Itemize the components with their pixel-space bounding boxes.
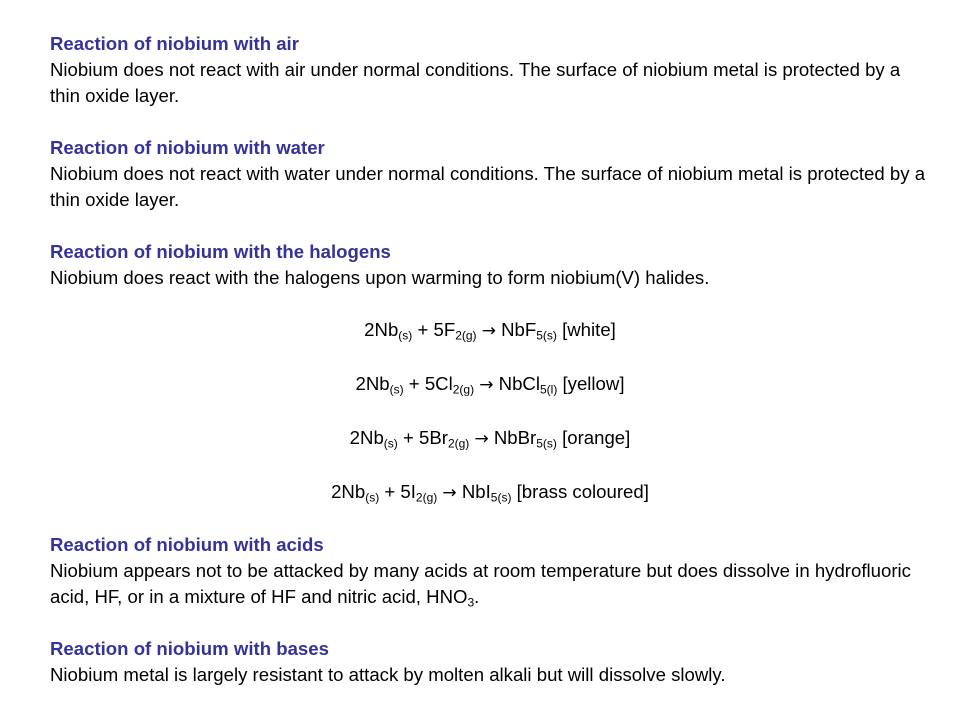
- equation-subscript: 2(g): [415, 490, 438, 505]
- section-heading-bases: Reaction of niobium with bases: [50, 638, 329, 659]
- equation-subscript: (s): [365, 490, 380, 505]
- equation-3: [50, 425, 930, 452]
- equation-term: [orange]: [556, 427, 631, 448]
- equation-subscript: 2(g): [447, 436, 470, 451]
- section-heading-halogens: Reaction of niobium with the halogens: [50, 241, 391, 262]
- equation-term: + 5I: [379, 481, 416, 502]
- equation-term: 2Nb: [331, 481, 366, 502]
- equation-term: 2Nb: [349, 427, 384, 448]
- acids-text-end: .: [474, 586, 480, 607]
- section-text-air: Niobium does not react with air under normal conditions. The surface of niobium metal is protected by a thin oxide layer.: [50, 59, 901, 106]
- section-air: [50, 31, 930, 109]
- equation-4: [50, 479, 930, 506]
- equation-subscript: (s): [389, 382, 404, 397]
- section-text-halogens: Niobium does react with the halogens upon warming to form niobium(V) halides.: [50, 267, 710, 288]
- section-acids: [50, 532, 930, 610]
- equation-term: NbCl: [493, 373, 540, 394]
- section-heading-air: Reaction of niobium with air: [50, 33, 299, 54]
- equation-term: 2Nb: [355, 373, 390, 394]
- equation-2: [50, 371, 930, 398]
- equation-1: [50, 317, 930, 344]
- equation-term: [yellow]: [557, 373, 625, 394]
- document-page: [50, 31, 930, 714]
- equation-subscript: (s): [383, 436, 398, 451]
- section-text-acids: [50, 558, 930, 610]
- equation-term: + 5Cl: [403, 373, 453, 394]
- equation-subscript: 5(s): [536, 328, 557, 343]
- reaction-arrow-icon: →: [474, 429, 489, 449]
- section-water: [50, 135, 930, 213]
- section-text-water: Niobium does not react with water under normal conditions. The surface of niobium metal is protected by a thin oxide layer.: [50, 163, 926, 210]
- equation-term: + 5Br: [397, 427, 448, 448]
- acids-text-main: Niobium appears not to be attacked by many acids at room temperature but does dissolve in hydrofluoric acid, HF, or in a mixture of HF and nitric acid, HNO: [50, 560, 911, 607]
- equation-term: 2Nb: [364, 319, 399, 340]
- equation-term: [brass coloured]: [511, 481, 649, 502]
- section-text-bases: Niobium metal is largely resistant to attack by molten alkali but will dissolve slowly.: [50, 664, 726, 685]
- reaction-arrow-icon: →: [481, 321, 496, 341]
- equation-subscript: 2(g): [455, 328, 477, 343]
- equation-subscript: 5(s): [536, 436, 557, 451]
- equation-subscript: 5(l): [539, 382, 558, 397]
- equation-term: NbI: [456, 481, 491, 502]
- reaction-arrow-icon: →: [442, 483, 457, 503]
- equation-term: NbBr: [488, 427, 537, 448]
- equation-term: + 5F: [412, 319, 456, 340]
- halogen-equations: [50, 317, 930, 506]
- equation-subscript: (s): [398, 328, 413, 343]
- equation-term: NbF: [495, 319, 537, 340]
- section-halogens: [50, 239, 930, 291]
- equation-term: [white]: [556, 319, 616, 340]
- equation-subscript: 5(s): [490, 490, 512, 505]
- section-heading-water: Reaction of niobium with water: [50, 137, 325, 158]
- section-bases: [50, 636, 930, 688]
- acids-text-subscript: 3: [467, 595, 475, 610]
- section-heading-acids: Reaction of niobium with acids: [50, 534, 324, 555]
- reaction-arrow-icon: →: [479, 375, 494, 395]
- equation-subscript: 2(g): [452, 382, 475, 397]
